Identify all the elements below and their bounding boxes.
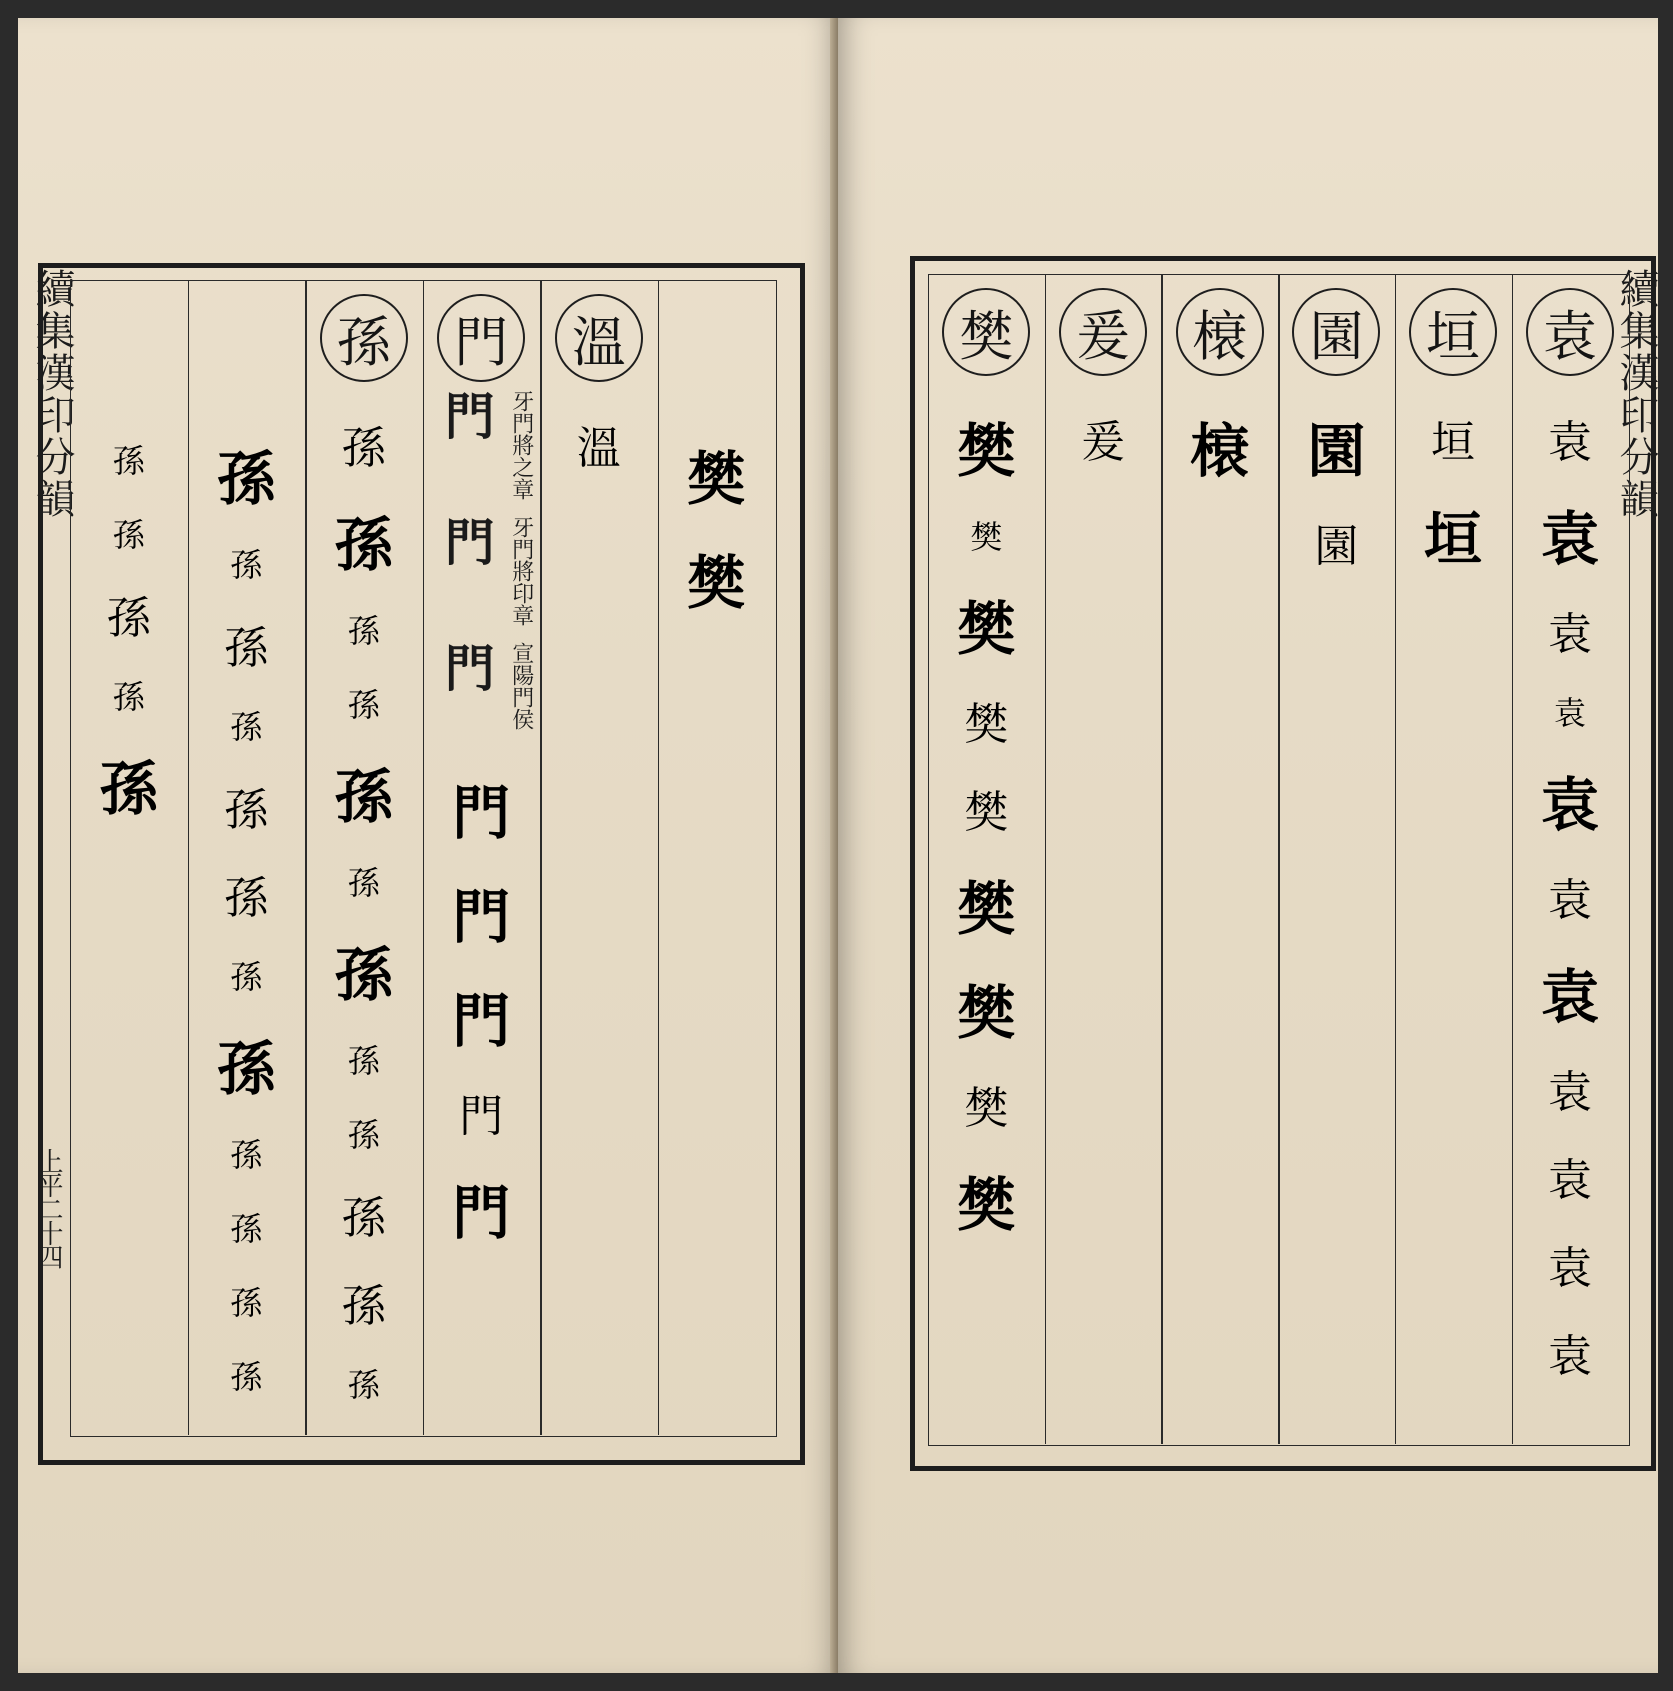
right-seal-glyph: 袁 <box>1547 1243 1592 1294</box>
left-seal-glyph: 孫 <box>347 1116 380 1154</box>
left-seal-glyph: 門 <box>452 987 511 1055</box>
right-seal-glyph: 樊 <box>970 518 1003 556</box>
left-column-2-heading: 溫 <box>555 294 643 382</box>
left-glyph-list <box>217 422 275 1412</box>
left-glyph-list <box>452 756 510 1260</box>
left-seal-glyph: 孫 <box>230 1358 263 1396</box>
left-seal-glyph: 孫 <box>347 686 380 724</box>
left-glyph-list <box>687 422 745 630</box>
left-glyph-list <box>335 400 393 1420</box>
right-seal-glyph: 樊 <box>964 1083 1009 1134</box>
right-column-3 <box>1278 288 1395 1438</box>
right-page <box>838 18 1658 1673</box>
left-seal-glyph: 孫 <box>230 708 263 746</box>
left-seal-glyph: 孫 <box>99 755 158 823</box>
left-seal-source-note: 宣陽門侯 <box>508 642 534 730</box>
right-column-2 <box>1395 288 1512 1438</box>
left-column-3 <box>423 294 541 1429</box>
right-seal-glyph: 垣 <box>1431 417 1476 468</box>
left-seal-glyph: 樊 <box>687 445 746 513</box>
left-seal-glyph: 孫 <box>112 516 145 554</box>
left-seal-glyph: 孫 <box>334 763 393 831</box>
left-column-1 <box>658 294 776 1429</box>
left-seal-glyph: 孫 <box>347 1366 380 1404</box>
left-seal-glyph: 孫 <box>230 1136 263 1174</box>
left-seal-glyph: 門 <box>452 1179 511 1247</box>
left-column-4 <box>305 294 423 1429</box>
right-glyph-list <box>1541 394 1599 1396</box>
right-seal-glyph: 袁 <box>1540 505 1599 573</box>
right-glyph-list <box>1307 394 1365 586</box>
left-seal-entry <box>430 516 533 626</box>
right-seal-glyph: 樊 <box>957 417 1016 485</box>
right-column-2-heading: 垣 <box>1409 288 1497 376</box>
left-seal-glyph: 溫 <box>576 423 621 474</box>
right-seal-glyph: 袁 <box>1547 417 1592 468</box>
page-number: 上平二十四 <box>33 1148 63 1268</box>
right-seal-glyph: 袁 <box>1540 771 1599 839</box>
right-glyph-list <box>1191 394 1249 498</box>
left-seal-glyph: 門 <box>436 390 496 440</box>
right-column-4-heading: 榱 <box>1176 288 1264 376</box>
left-glyph-list <box>577 400 621 488</box>
open-book <box>18 18 1658 1678</box>
right-seal-glyph: 袁 <box>1553 694 1586 732</box>
right-column-1 <box>1512 288 1629 1438</box>
left-glyph-list <box>100 422 158 836</box>
right-glyph-list <box>1424 394 1482 586</box>
right-seal-glyph: 樊 <box>957 875 1016 943</box>
left-seal-glyph: 孫 <box>341 423 386 474</box>
left-seal-glyph: 孫 <box>334 511 393 579</box>
right-margin-title: 續集漢印分韻 <box>1613 268 1659 520</box>
right-seal-glyph: 袁 <box>1547 1067 1592 1118</box>
left-seal-glyph: 孫 <box>230 1210 263 1248</box>
right-seal-glyph: 袁 <box>1547 1155 1592 1206</box>
right-column-6-heading: 樊 <box>942 288 1030 376</box>
left-seal-glyph: 門 <box>452 779 511 847</box>
left-seal-glyph: 孫 <box>230 958 263 996</box>
left-seal-glyph: 孫 <box>224 623 269 674</box>
left-seal-glyph: 孫 <box>224 785 269 836</box>
right-column-4 <box>1161 288 1278 1438</box>
left-column-6 <box>70 294 188 1429</box>
right-seal-glyph: 樊 <box>957 1171 1016 1239</box>
left-seal-glyph: 門 <box>436 516 496 566</box>
right-seal-glyph: 樊 <box>964 699 1009 750</box>
right-seal-glyph: 袁 <box>1547 1331 1592 1382</box>
left-column-3-heading: 門 <box>437 294 525 382</box>
left-seal-glyph: 孫 <box>112 442 145 480</box>
left-seal-glyph: 孫 <box>112 678 145 716</box>
left-seal-glyph: 門 <box>436 642 496 692</box>
left-margin-title: 續集漢印分韻 <box>29 268 75 520</box>
left-seal-glyph: 門 <box>452 883 511 951</box>
right-seal-glyph: 榱 <box>1190 417 1249 485</box>
right-column-5-heading: 爰 <box>1059 288 1147 376</box>
right-seal-glyph: 爰 <box>1081 417 1126 468</box>
left-seal-glyph: 孫 <box>334 941 393 1009</box>
right-glyph-list <box>957 394 1015 1252</box>
left-seal-glyph: 孫 <box>217 1035 276 1103</box>
right-column-3-heading: 園 <box>1292 288 1380 376</box>
right-glyph-list <box>1081 394 1125 482</box>
left-seal-glyph: 孫 <box>347 864 380 902</box>
right-seal-glyph: 袁 <box>1547 609 1592 660</box>
right-seal-glyph: 樊 <box>957 979 1016 1047</box>
right-column-6 <box>928 288 1045 1438</box>
left-seal-glyph: 孫 <box>341 1281 386 1332</box>
left-seal-source-note: 牙門將之章 <box>508 390 534 500</box>
left-seal-glyph: 孫 <box>347 612 380 650</box>
left-seal-glyph: 孫 <box>106 593 151 644</box>
right-seal-glyph: 垣 <box>1424 505 1483 573</box>
right-seal-glyph: 園 <box>1314 521 1359 572</box>
left-seal-glyph: 孫 <box>217 445 276 513</box>
left-seal-source-note: 牙門將印章 <box>508 516 534 626</box>
left-seal-glyph: 孫 <box>341 1193 386 1244</box>
right-seal-glyph: 袁 <box>1547 875 1592 926</box>
right-seal-glyph: 袁 <box>1540 963 1599 1031</box>
left-page <box>18 18 838 1673</box>
right-column-1-heading: 袁 <box>1526 288 1614 376</box>
left-seal-glyph: 孫 <box>347 1042 380 1080</box>
right-seal-glyph: 樊 <box>957 595 1016 663</box>
left-column-5 <box>188 294 306 1429</box>
left-seal-entry <box>430 390 533 500</box>
right-seal-glyph: 樊 <box>964 787 1009 838</box>
left-seal-glyph: 孫 <box>230 1284 263 1322</box>
left-seal-glyph: 樊 <box>687 549 746 617</box>
left-column-2 <box>540 294 658 1429</box>
right-seal-glyph: 園 <box>1307 417 1366 485</box>
left-seal-glyph: 門 <box>459 1091 504 1142</box>
left-seal-entry <box>430 642 533 730</box>
right-column-5 <box>1045 288 1162 1438</box>
left-seal-glyph: 孫 <box>230 546 263 584</box>
left-seal-glyph: 孫 <box>224 873 269 924</box>
left-column-4-heading: 孫 <box>320 294 408 382</box>
